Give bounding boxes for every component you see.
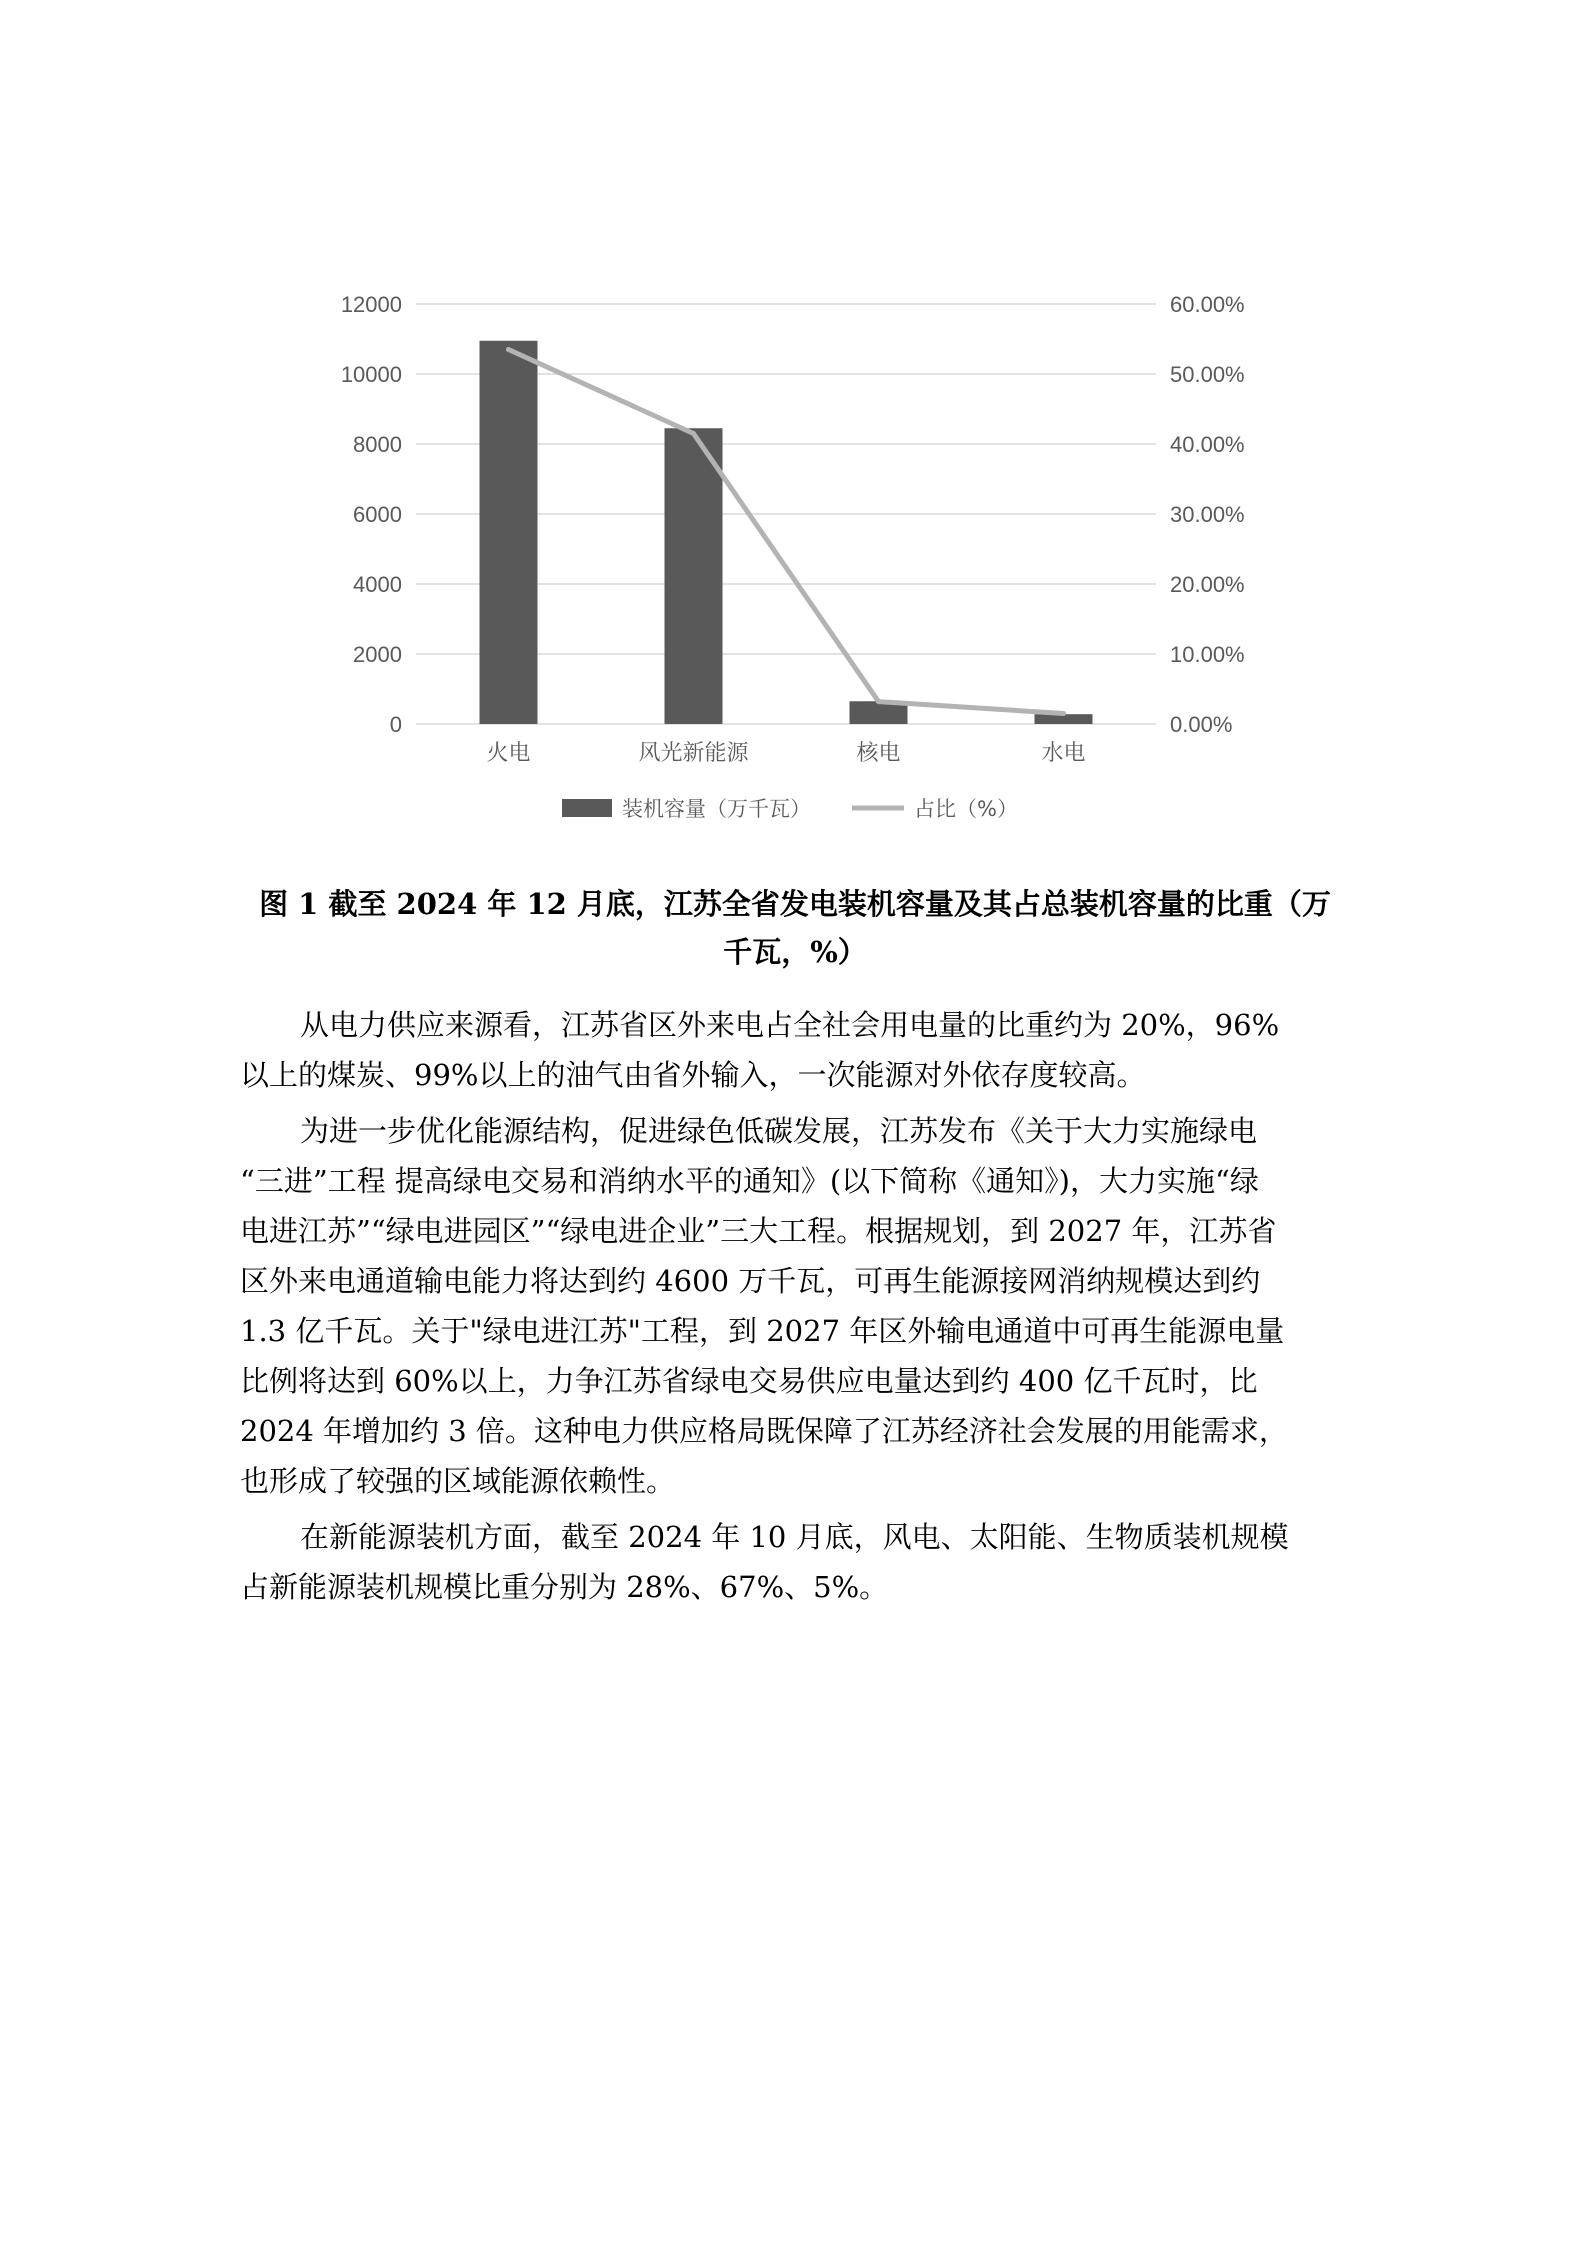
line-point (876, 699, 881, 704)
text-line: 以上的煤炭、99%以上的油气由省外输入，一次能源对外依存度较高。 (240, 1058, 1146, 1092)
y-right-tick-label: 60.00% (1170, 292, 1245, 317)
x-tick-label: 风光新能源 (638, 741, 749, 766)
y-left-tick-label: 12000 (340, 292, 402, 317)
y-left-tick-label: 10000 (340, 362, 402, 387)
x-tick-label: 核电 (856, 741, 901, 766)
y-left-tick-label: 0 (389, 712, 402, 737)
text-line: 2024 年增加约 3 倍。这种电力供应格局既保障了江苏经济社会发展的用能需求， (240, 1414, 1288, 1448)
x-tick-label: 火电 (486, 741, 531, 766)
text-line: 在新能源装机方面，截至 2024 年 10 月底，风电、太阳能、生物质装机规模 (300, 1520, 1289, 1554)
text-line: 占新能源装机规模比重分别为 28%、67%、5%。 (240, 1570, 889, 1604)
caption-line-2: 千瓦，%） (723, 935, 867, 969)
paragraph-3 (240, 1512, 1350, 1612)
text-line: 区外来电通道输电能力将达到约 4600 万千瓦，可再生能源接网消纳规模达到约 (240, 1264, 1261, 1298)
paragraph-2 (240, 1106, 1350, 1506)
text-line: 为进一步优化能源结构，促进绿色低碳发展，江苏发布《关于大力实施绿电 (300, 1114, 1258, 1148)
line-point (1061, 711, 1066, 716)
legend-line-label: 占比（%） (914, 797, 1018, 821)
legend-bar-label: 装机容量（万千瓦） (622, 797, 811, 821)
y-left-tick-label: 6000 (353, 502, 402, 527)
y-left-tick-label: 4000 (353, 572, 402, 597)
y-right-tick-label: 10.00% (1170, 642, 1245, 667)
text-line: 从电力供应来源看，江苏省区外来电占全社会用电量的比重约为 20%，96% (300, 1008, 1280, 1042)
y-right-tick-label: 30.00% (1170, 502, 1245, 527)
text-line: 也形成了较强的区域能源依赖性。 (240, 1464, 676, 1498)
y-right-tick-label: 50.00% (1170, 362, 1245, 387)
bar (665, 428, 723, 724)
y-left-tick-label: 8000 (353, 432, 402, 457)
x-tick-label: 水电 (1041, 741, 1086, 766)
y-left-tick-label: 2000 (353, 642, 402, 667)
capacity-chart (300, 280, 1300, 840)
body-text (240, 1000, 1350, 1618)
paragraph-1 (240, 1000, 1350, 1100)
text-line: 1.3 亿千瓦。关于"绿电进江苏"工程，到 2027 年区外输电通道中可再生能源电量 (240, 1314, 1285, 1348)
text-line: 电进江苏”“绿电进园区”“绿电进企业”三大工程。根据规划，到 2027 年，江苏省 (240, 1214, 1277, 1248)
y-right-tick-label: 20.00% (1170, 572, 1245, 597)
text-line: “三进”工程 提高绿电交易和消纳水平的通知》(以下简称《通知》)，大力实施“绿 (240, 1164, 1259, 1198)
legend-bar-swatch (562, 799, 612, 817)
figure-caption (240, 880, 1350, 976)
line-point (691, 431, 696, 436)
text-line: 比例将达到 60%以上，力争江苏省绿电交易供应电量达到约 400 亿千瓦时，比 (240, 1364, 1258, 1398)
bar (480, 341, 538, 724)
y-right-tick-label: 0.00% (1170, 712, 1233, 737)
line-point (506, 347, 511, 352)
caption-line-1: 图 1 截至 2024 年 12 月底，江苏全省发电装机容量及其占总装机容量的比重（万 (259, 887, 1331, 921)
y-right-tick-label: 40.00% (1170, 432, 1245, 457)
series-line (509, 350, 1064, 714)
